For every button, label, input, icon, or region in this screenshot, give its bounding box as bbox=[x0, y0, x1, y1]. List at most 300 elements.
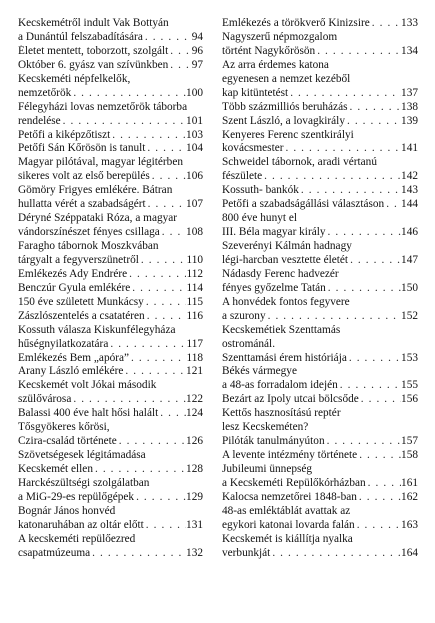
dot-leader bbox=[130, 282, 186, 296]
toc-entry-line bbox=[18, 129, 203, 143]
toc-entry-line bbox=[18, 282, 203, 296]
toc-entry-title: Az arra érdemes katona bbox=[222, 58, 329, 71]
dot-leader bbox=[134, 491, 186, 505]
toc-entry-line bbox=[222, 379, 418, 393]
toc-entry-line bbox=[18, 170, 203, 184]
dot-leader bbox=[139, 254, 187, 268]
toc-entry-title: Kecskemét ellen bbox=[18, 463, 93, 475]
toc-entry-line bbox=[222, 129, 418, 143]
toc-entry bbox=[18, 17, 203, 45]
toc-entry-title: Benczúr Gyula emlékére bbox=[18, 281, 131, 294]
toc-entry-line bbox=[18, 365, 203, 379]
toc-entry bbox=[18, 101, 203, 129]
toc-entry-title: Több százmilliós beruházás bbox=[222, 100, 348, 113]
toc-entry-line bbox=[18, 533, 203, 547]
toc-entry bbox=[18, 45, 203, 59]
toc-entry-title: a MiG-29-es repülőgépek bbox=[18, 490, 135, 503]
toc-entry bbox=[18, 421, 203, 449]
toc-entry-line bbox=[222, 505, 418, 519]
toc-entry-line bbox=[18, 449, 203, 463]
toc-entry bbox=[18, 268, 203, 282]
dot-leader bbox=[347, 352, 401, 366]
toc-entry-line bbox=[222, 533, 418, 547]
toc-entry-line bbox=[222, 184, 418, 198]
toc-page-number: 164 bbox=[401, 546, 418, 559]
toc-entry-line bbox=[222, 31, 418, 45]
toc-entry-line bbox=[18, 477, 203, 491]
toc-page-number: 156 bbox=[401, 393, 418, 406]
toc-entry bbox=[18, 379, 203, 407]
toc-entry-title: Szenttamási érem históriája bbox=[222, 351, 347, 364]
dot-leader bbox=[348, 254, 401, 268]
toc-entry-line bbox=[222, 352, 418, 366]
toc-entry-title: Faragho tábornok Moszkvában bbox=[18, 240, 159, 252]
dot-leader bbox=[288, 87, 401, 101]
dot-leader bbox=[345, 115, 401, 129]
toc-entry-line bbox=[222, 324, 418, 338]
toc-entry-line bbox=[222, 170, 418, 184]
toc-entry-line bbox=[222, 393, 418, 407]
dot-leader bbox=[145, 310, 187, 324]
dot-leader bbox=[145, 142, 186, 156]
toc-page-number: 150 bbox=[401, 281, 418, 294]
toc-entry-title: Tősgyökeres kőrösi, bbox=[18, 421, 110, 434]
toc-entry-line bbox=[222, 338, 418, 352]
toc-entry-title: tárgyalt a fegyverszünetről bbox=[18, 253, 139, 266]
dot-leader bbox=[117, 435, 186, 449]
toc-entry bbox=[18, 156, 203, 184]
toc-entry-line bbox=[18, 142, 203, 156]
toc-entry-title: Kecskemétiek Szenttamás bbox=[222, 323, 341, 336]
toc-entry-title: nemzetőrök bbox=[18, 86, 72, 99]
toc-page-number: 157 bbox=[401, 435, 418, 448]
toc-entry-title: 150 éve született Munkácsy bbox=[18, 295, 144, 308]
toc-entry bbox=[18, 449, 203, 477]
toc-entry-line bbox=[222, 477, 418, 491]
toc-entry-title: Schweidel tábornok, aradi vértanú bbox=[222, 156, 377, 169]
toc-page-number: 153 bbox=[401, 351, 418, 364]
toc-entry-line bbox=[222, 115, 418, 129]
toc-entry-line bbox=[18, 505, 203, 519]
toc-entry bbox=[222, 115, 418, 129]
toc-right-column bbox=[222, 17, 418, 561]
toc-entry-line bbox=[18, 45, 203, 59]
toc-entry-line bbox=[222, 268, 418, 282]
toc-entry bbox=[18, 352, 203, 366]
toc-entry-line bbox=[18, 115, 203, 129]
toc-page-number: 143 bbox=[401, 184, 418, 197]
toc-entry-line bbox=[222, 282, 418, 296]
toc-entry-title: a 48-as forradalom idején bbox=[222, 379, 338, 392]
toc-page-number: 134 bbox=[401, 44, 418, 57]
toc-entry-title: Balassi 400 éve halt hősi halált bbox=[18, 407, 159, 420]
toc-entry-title: Kossuth- bankók bbox=[222, 184, 299, 197]
toc-entry-title: A levente intézmény története bbox=[222, 449, 358, 462]
toc-entry-title: rendelése bbox=[18, 114, 61, 127]
toc-entry bbox=[18, 142, 203, 156]
toc-entry-line bbox=[222, 254, 418, 268]
toc-entry bbox=[18, 129, 203, 143]
dot-leader bbox=[129, 352, 186, 366]
toc-entry-line bbox=[222, 59, 418, 73]
toc-entry-title: Kecskemét volt Jókai második bbox=[18, 379, 157, 392]
toc-entry bbox=[222, 435, 418, 449]
toc-entry-title: Arany László emlékére bbox=[18, 365, 124, 378]
toc-entry-title: A honvédek fontos fegyvere bbox=[222, 295, 350, 308]
dot-leader bbox=[127, 268, 186, 282]
toc-entry bbox=[18, 296, 203, 310]
toc-entry bbox=[222, 129, 418, 157]
toc-entry-title: Petőfi a kiképzőtiszt bbox=[18, 128, 111, 141]
toc-entry-line bbox=[222, 547, 418, 561]
dot-leader bbox=[326, 226, 402, 240]
toc-page-number: 114 bbox=[186, 281, 203, 294]
toc-entry-line bbox=[18, 156, 203, 170]
toc-entry bbox=[222, 101, 418, 115]
toc-entry bbox=[222, 240, 418, 268]
toc-entry-line bbox=[222, 156, 418, 170]
dot-leader bbox=[93, 463, 186, 477]
dot-leader bbox=[366, 477, 401, 491]
dot-leader bbox=[146, 198, 186, 212]
toc-entry-line bbox=[222, 73, 418, 87]
toc-page-number: 108 bbox=[186, 226, 203, 239]
dot-leader bbox=[338, 379, 401, 393]
toc-entry-line bbox=[222, 17, 418, 31]
toc-entry-title: hűségnyilatkozatára bbox=[18, 337, 109, 350]
dot-leader bbox=[143, 31, 192, 45]
toc-entry-line bbox=[18, 352, 203, 366]
toc-entry bbox=[18, 365, 203, 379]
toc-page-number: 104 bbox=[186, 142, 203, 155]
toc-entry-title: vándorszínészet fényes csillaga bbox=[18, 226, 160, 239]
dot-leader bbox=[108, 338, 186, 352]
dot-leader bbox=[283, 142, 401, 156]
toc-entry-line bbox=[222, 296, 418, 310]
toc-entry-title: lesz Kecskeméten? bbox=[222, 421, 309, 434]
dot-leader bbox=[262, 170, 401, 184]
toc-entry bbox=[18, 212, 203, 240]
toc-entry bbox=[222, 449, 418, 463]
toc-entry bbox=[222, 463, 418, 491]
toc-entry-line bbox=[222, 421, 418, 435]
toc-entry-title: Nádasdy Ferenc hadvezér bbox=[222, 267, 339, 280]
toc-entry-line bbox=[18, 310, 203, 324]
toc-page-number: 97 bbox=[191, 58, 203, 71]
toc-entry-title: Bognár János honvéd bbox=[18, 504, 116, 517]
toc-entry-line bbox=[222, 226, 418, 240]
toc-entry-line bbox=[18, 407, 203, 421]
toc-entry-line bbox=[222, 45, 418, 59]
dot-leader bbox=[359, 393, 401, 407]
dot-leader bbox=[270, 547, 401, 561]
toc-entry-title: katonaruhában az oltár előtt bbox=[18, 518, 144, 531]
toc-entry-title: Harckészültségi szolgálatban bbox=[18, 476, 150, 489]
dot-leader bbox=[71, 87, 186, 101]
toc-entry-line bbox=[222, 491, 418, 505]
toc-entry-line bbox=[222, 212, 418, 226]
toc-entry bbox=[18, 505, 203, 533]
toc-entry-line bbox=[222, 87, 418, 101]
toc-page-number: 152 bbox=[401, 309, 418, 322]
dot-leader bbox=[160, 226, 186, 240]
toc-entry-line bbox=[18, 101, 203, 115]
toc-entry bbox=[222, 59, 418, 101]
toc-entry-title: Kossuth válasza Kiskunfélegyháza bbox=[18, 323, 176, 336]
toc-entry-title: Emlékezés Ady Endrére bbox=[18, 267, 128, 280]
toc-entry-line bbox=[18, 73, 203, 87]
toc-entry-line bbox=[18, 324, 203, 338]
toc-entry bbox=[18, 324, 203, 352]
toc-entry-title: ostrománál. bbox=[222, 337, 276, 350]
toc-entry bbox=[222, 212, 418, 240]
toc-entry-title: Emlékezés a törökverő Kinizsire bbox=[222, 17, 370, 29]
toc-entry-title: fényes győzelme Tatán bbox=[222, 281, 326, 294]
toc-entry-line bbox=[18, 491, 203, 505]
toc-entry-title: a szurony bbox=[222, 309, 266, 322]
toc-entry-title: szülővárosa bbox=[18, 393, 72, 406]
toc-entry-title: Petőfi Sán Kőrösön is tanult bbox=[18, 142, 146, 155]
toc-entry-title: Félegyházi lovas nemzetőrök táborba bbox=[18, 100, 188, 113]
toc-entry-title: verbunkját bbox=[222, 546, 271, 559]
toc-entry-line bbox=[222, 365, 418, 379]
toc-entry-line bbox=[18, 393, 203, 407]
toc-page-number: 155 bbox=[401, 379, 418, 392]
toc-entry bbox=[222, 505, 418, 533]
toc-entry-title: Pilóták tanulmányúton bbox=[222, 435, 325, 448]
toc-left-column bbox=[18, 17, 203, 561]
toc-entry-line bbox=[222, 142, 418, 156]
toc-entry-line bbox=[18, 547, 203, 561]
toc-entry-title: Emlékezés Bem „apóra” bbox=[18, 351, 130, 364]
toc-entry-title: Kalocsa nemzetőrei 1848-ban bbox=[222, 490, 357, 503]
toc-entry-line bbox=[18, 226, 203, 240]
dot-leader bbox=[158, 407, 186, 421]
toc-entry-line bbox=[18, 421, 203, 435]
toc-page-number: 122 bbox=[186, 393, 203, 406]
toc-page-number: 101 bbox=[186, 114, 203, 127]
dot-leader bbox=[326, 282, 401, 296]
toc-page-number: 139 bbox=[401, 114, 418, 127]
toc-entry bbox=[18, 477, 203, 505]
toc-entry-title: 800 éve hunyt el bbox=[222, 212, 297, 225]
toc-page-number: 126 bbox=[186, 435, 203, 448]
toc-page-number: 106 bbox=[186, 170, 203, 183]
dot-leader bbox=[123, 365, 186, 379]
toc-page-number: 141 bbox=[401, 142, 418, 155]
toc-entry-title: Szövetségesek légitámadása bbox=[18, 449, 146, 462]
toc-entry bbox=[222, 31, 418, 59]
toc-page-number: 163 bbox=[401, 518, 418, 531]
toc-entry bbox=[18, 59, 203, 73]
toc-entry-line bbox=[18, 338, 203, 352]
dot-leader bbox=[144, 296, 187, 310]
toc-entry-title: Szent László, a lovagkirály bbox=[222, 114, 345, 127]
toc-entry-line bbox=[18, 379, 203, 393]
toc-entry-title: Kenyeres Ferenc szentkirályi bbox=[222, 128, 354, 141]
toc-page-number: 138 bbox=[401, 100, 418, 113]
toc-page-number: 107 bbox=[186, 198, 203, 211]
toc-page-number: 142 bbox=[401, 170, 418, 183]
toc-page-number: 103 bbox=[186, 128, 203, 141]
toc-entry-title: III. Béla magyar király bbox=[222, 226, 326, 239]
toc-page-number: 147 bbox=[401, 253, 418, 266]
toc-entry-title: Nagyszerű népmozgalom bbox=[222, 30, 338, 43]
toc-page-number: 161 bbox=[401, 476, 418, 489]
toc-page-number: 124 bbox=[186, 407, 203, 420]
toc-entry-title: kovácsmester bbox=[222, 142, 284, 155]
toc-entry bbox=[18, 184, 203, 212]
toc-entry bbox=[18, 282, 203, 296]
toc-page-number: 158 bbox=[401, 449, 418, 462]
toc-entry-line bbox=[18, 59, 203, 73]
toc-entry bbox=[222, 491, 418, 505]
toc-entry-title: Déryné Széppataki Róza, a magyar bbox=[18, 212, 178, 225]
toc-entry bbox=[222, 156, 418, 184]
toc-entry-title: Jubileumi ünnepség bbox=[222, 463, 313, 475]
toc-entry-line bbox=[18, 240, 203, 254]
toc-entry-title: Kettős hasznosítású reptér bbox=[222, 407, 341, 420]
dot-leader bbox=[355, 519, 401, 533]
toc-page-number: 112 bbox=[186, 267, 203, 280]
toc-entry bbox=[222, 365, 418, 393]
toc-page-number: 118 bbox=[186, 351, 203, 364]
toc-page-number: 144 bbox=[401, 198, 418, 211]
toc-entry bbox=[222, 198, 418, 212]
toc-page-number: 110 bbox=[186, 253, 203, 266]
toc-entry-title: 48-as emléktáblát avattak az bbox=[222, 504, 351, 517]
dot-leader bbox=[370, 17, 401, 31]
dot-leader bbox=[325, 435, 401, 449]
toc-entry bbox=[18, 310, 203, 324]
toc-entry-title: hullatta vérét a szabadságért bbox=[18, 198, 146, 211]
toc-entry-line bbox=[18, 184, 203, 198]
toc-entry-line bbox=[18, 31, 203, 45]
toc-entry-line bbox=[18, 17, 203, 31]
toc-entry-title: sikeres volt az első berepülés bbox=[18, 170, 150, 183]
toc-entry-line bbox=[18, 435, 203, 449]
dot-leader bbox=[266, 310, 401, 324]
toc-entry bbox=[222, 268, 418, 296]
toc-entry-title: csapatmúzeuma bbox=[18, 546, 91, 559]
dot-leader bbox=[168, 59, 191, 73]
toc-entry-title: Békés vármegye bbox=[222, 365, 297, 378]
toc-entry-title: légi-harcban vesztette életét bbox=[222, 253, 349, 266]
toc-page-number: 121 bbox=[186, 365, 203, 378]
toc-entry-title: Gömöry Frigyes emlékére. Bátran bbox=[18, 184, 173, 197]
dot-leader bbox=[71, 393, 186, 407]
dot-leader bbox=[357, 491, 401, 505]
toc-entry-line bbox=[222, 519, 418, 533]
toc-entry-title: egyenesen a nemzet kezéből bbox=[222, 72, 351, 85]
toc-page-number: 117 bbox=[186, 337, 203, 350]
toc-entry-title: Zászlószentelés a csatatéren bbox=[18, 309, 145, 322]
toc-entry bbox=[222, 393, 418, 407]
dot-leader bbox=[168, 45, 191, 59]
toc-entry-title: a Kecskeméti Repülőkórházban bbox=[222, 476, 366, 489]
toc-entry-line bbox=[222, 449, 418, 463]
dot-leader bbox=[357, 449, 401, 463]
toc-entry-title: egykori katonai lovarda falán bbox=[222, 518, 355, 531]
toc-page-number: 94 bbox=[191, 30, 203, 43]
toc-entry-line bbox=[222, 198, 418, 212]
toc-entry-title: történt Nagykőrösön bbox=[222, 44, 316, 57]
toc-entry-title: kap kitüntetést bbox=[222, 86, 289, 99]
dot-leader bbox=[150, 170, 186, 184]
toc-entry bbox=[222, 184, 418, 198]
toc-page-number: 137 bbox=[401, 86, 418, 99]
toc-page-number: 146 bbox=[401, 226, 418, 239]
dot-leader bbox=[315, 45, 401, 59]
toc-entry-title: Kecskeméti népfelkelők, bbox=[18, 72, 131, 85]
toc-entry-line bbox=[222, 240, 418, 254]
toc-entry-title: Kecskemétről indult Vak Bottyán bbox=[18, 17, 169, 29]
toc-entry-title: A kecskeméti repülőezred bbox=[18, 532, 136, 545]
toc-entry-line bbox=[18, 519, 203, 533]
toc-page-number: 131 bbox=[186, 518, 203, 531]
toc-page-number: 128 bbox=[186, 463, 203, 475]
toc-entry bbox=[222, 407, 418, 435]
toc-entry bbox=[18, 73, 203, 101]
dot-leader bbox=[90, 547, 186, 561]
toc-entry-line bbox=[18, 212, 203, 226]
toc-entry-line bbox=[222, 310, 418, 324]
toc-entry-title: Magyar pilótával, magyar légitérben bbox=[18, 156, 183, 169]
dot-leader bbox=[61, 115, 186, 129]
toc-entry-title: Életet mentett, toborzott, szolgált bbox=[18, 44, 169, 57]
dot-leader bbox=[384, 198, 401, 212]
toc-entry-line bbox=[18, 268, 203, 282]
dot-leader bbox=[110, 129, 186, 143]
toc-entry-line bbox=[18, 254, 203, 268]
toc-entry-line bbox=[18, 87, 203, 101]
toc-page-number: 116 bbox=[186, 309, 203, 322]
toc-entry-line bbox=[222, 101, 418, 115]
toc-page-number: 129 bbox=[186, 490, 203, 503]
toc-entry-title: a Dunántúl felszabadítására bbox=[18, 30, 143, 43]
toc-entry-line bbox=[222, 435, 418, 449]
dot-leader bbox=[347, 101, 401, 115]
toc-entry-title: fészülete bbox=[222, 170, 263, 183]
toc-entry-line bbox=[222, 407, 418, 421]
toc-entry bbox=[18, 240, 203, 268]
toc-page-number: 133 bbox=[401, 17, 418, 29]
toc-page-number: 115 bbox=[186, 295, 203, 308]
toc-entry-title: Október 6. gyász van szívünkben bbox=[18, 58, 169, 71]
dot-leader bbox=[144, 519, 186, 533]
toc-entry-title: Bezárt az Ipoly utcai bölcsőde bbox=[222, 393, 359, 406]
toc-entry bbox=[222, 324, 418, 352]
toc-page-number: 132 bbox=[186, 546, 203, 559]
dot-leader bbox=[299, 184, 401, 198]
toc-entry-title: Kecskemét is kiállítja nyalka bbox=[222, 532, 353, 545]
toc-entry bbox=[222, 17, 418, 31]
toc-entry-line bbox=[18, 463, 203, 477]
toc-entry bbox=[18, 407, 203, 421]
toc-page-number: 162 bbox=[401, 490, 418, 503]
toc-entry-line bbox=[222, 463, 418, 477]
toc-page-number: 96 bbox=[191, 44, 203, 57]
toc-entry bbox=[18, 533, 203, 561]
toc-entry-title: Czira-család története bbox=[18, 435, 117, 448]
toc-entry-title: Szeverényi Kálmán hadnagy bbox=[222, 240, 352, 252]
toc-page-number: 100 bbox=[186, 86, 203, 99]
toc-entry-line bbox=[18, 198, 203, 212]
toc-entry bbox=[222, 533, 418, 561]
toc-entry-title: Petőfi a szabadságállási választáson bbox=[222, 198, 385, 211]
toc-entry bbox=[222, 296, 418, 324]
toc-entry bbox=[222, 352, 418, 366]
